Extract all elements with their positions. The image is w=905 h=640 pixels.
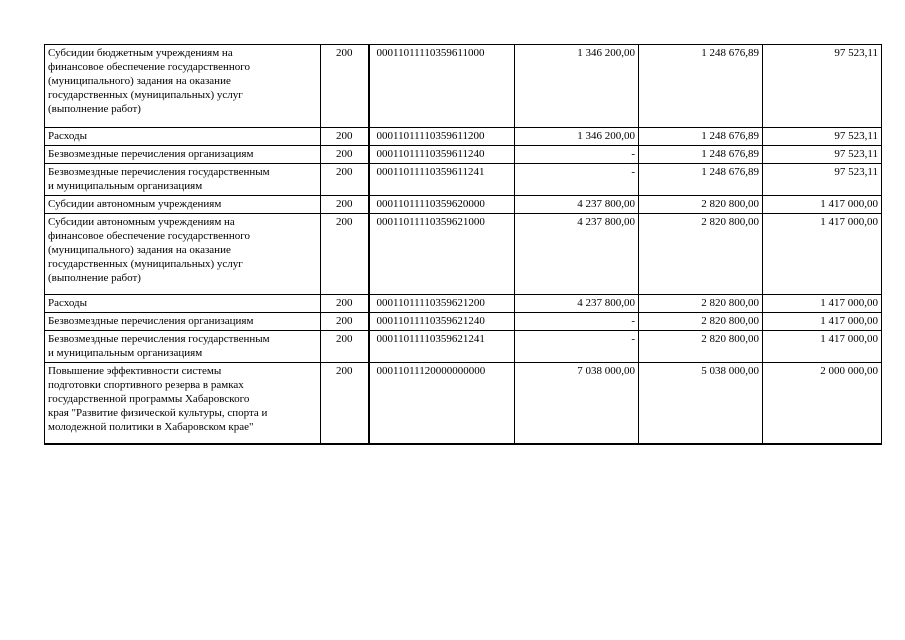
row-code-cell: 200: [321, 295, 369, 313]
row-kbk-cell: 00011011110359620000: [369, 196, 515, 214]
budget-execution-table: [44, 44, 882, 445]
row-kbk-cell: 00011011110359611200: [369, 128, 515, 146]
row-name-cell: Расходы: [45, 295, 321, 313]
row-executed-cell: 1 248 676,89: [639, 128, 763, 146]
row-approved-cell: -: [515, 313, 639, 331]
row-unexecuted-cell: 97 523,11: [763, 164, 882, 196]
row-executed-cell: 1 248 676,89: [639, 146, 763, 164]
row-unexecuted-cell: 1 417 000,00: [763, 331, 882, 363]
row-unexecuted-cell: 1 417 000,00: [763, 196, 882, 214]
row-approved-cell: -: [515, 331, 639, 363]
table-row: [45, 313, 882, 331]
row-kbk-cell: 00011011110359611241: [369, 164, 515, 196]
row-approved-cell: 4 237 800,00: [515, 295, 639, 313]
row-name-cell: Расходы: [45, 128, 321, 146]
table-row: [45, 331, 882, 363]
row-executed-cell: 1 248 676,89: [639, 164, 763, 196]
row-approved-cell: -: [515, 146, 639, 164]
row-executed-cell: 2 820 800,00: [639, 295, 763, 313]
row-kbk-cell: 00011011120000000000: [369, 363, 515, 445]
row-executed-cell: 1 248 676,89: [639, 45, 763, 128]
row-unexecuted-cell: 97 523,11: [763, 45, 882, 128]
table-row: [45, 164, 882, 196]
row-executed-cell: 2 820 800,00: [639, 214, 763, 295]
row-executed-cell: 2 820 800,00: [639, 331, 763, 363]
table-row: [45, 363, 882, 445]
row-approved-cell: 4 237 800,00: [515, 196, 639, 214]
row-executed-cell: 2 820 800,00: [639, 196, 763, 214]
table-row: [45, 128, 882, 146]
row-code-cell: 200: [321, 331, 369, 363]
row-kbk-cell: 00011011110359621200: [369, 295, 515, 313]
row-approved-cell: 1 346 200,00: [515, 45, 639, 128]
table-row: [45, 146, 882, 164]
row-unexecuted-cell: 2 000 000,00: [763, 363, 882, 445]
row-approved-cell: 1 346 200,00: [515, 128, 639, 146]
table-row: [45, 196, 882, 214]
table-row: [45, 45, 882, 128]
row-unexecuted-cell: 1 417 000,00: [763, 214, 882, 295]
row-unexecuted-cell: 97 523,11: [763, 128, 882, 146]
row-name-cell: Безвозмездные перечисления организациям: [45, 146, 321, 164]
row-executed-cell: 5 038 000,00: [639, 363, 763, 445]
row-kbk-cell: 00011011110359621000: [369, 214, 515, 295]
row-executed-cell: 2 820 800,00: [639, 313, 763, 331]
row-name-cell: Субсидии автономным учреждениям: [45, 196, 321, 214]
row-approved-cell: 7 038 000,00: [515, 363, 639, 445]
row-unexecuted-cell: 1 417 000,00: [763, 313, 882, 331]
row-kbk-cell: 00011011110359611000: [369, 45, 515, 128]
row-name-cell: Безвозмездные перечисления организациям: [45, 313, 321, 331]
row-unexecuted-cell: 1 417 000,00: [763, 295, 882, 313]
row-approved-cell: -: [515, 164, 639, 196]
row-code-cell: 200: [321, 128, 369, 146]
row-code-cell: 200: [321, 313, 369, 331]
row-name-cell: Субсидии бюджетным учреждениям на финансовое обеспечение государственного (муниципального) задания на оказание государственных (муниципальных) услуг (выполнение работ): [45, 45, 321, 128]
row-code-cell: 200: [321, 196, 369, 214]
row-kbk-cell: 00011011110359621241: [369, 331, 515, 363]
table-row: [45, 295, 882, 313]
row-code-cell: 200: [321, 45, 369, 128]
row-code-cell: 200: [321, 214, 369, 295]
row-name-cell: Повышение эффективности системы подготовки спортивного резерва в рамках государственной программы Хабаровского края "Развитие физической культуры, спорта и молодежной политики в Хабаровском крае": [45, 363, 321, 445]
row-name-cell: Субсидии автономным учреждениям на финансовое обеспечение государственного (муниципального) задания на оказание государственных (муниципальных) услуг (выполнение работ): [45, 214, 321, 295]
row-kbk-cell: 00011011110359611240: [369, 146, 515, 164]
row-code-cell: 200: [321, 164, 369, 196]
row-unexecuted-cell: 97 523,11: [763, 146, 882, 164]
row-approved-cell: 4 237 800,00: [515, 214, 639, 295]
table-row: [45, 214, 882, 295]
row-name-cell: Безвозмездные перечисления государственным и муниципальным организациям: [45, 331, 321, 363]
row-kbk-cell: 00011011110359621240: [369, 313, 515, 331]
row-code-cell: 200: [321, 146, 369, 164]
row-name-cell: Безвозмездные перечисления государственным и муниципальным организациям: [45, 164, 321, 196]
row-code-cell: 200: [321, 363, 369, 445]
